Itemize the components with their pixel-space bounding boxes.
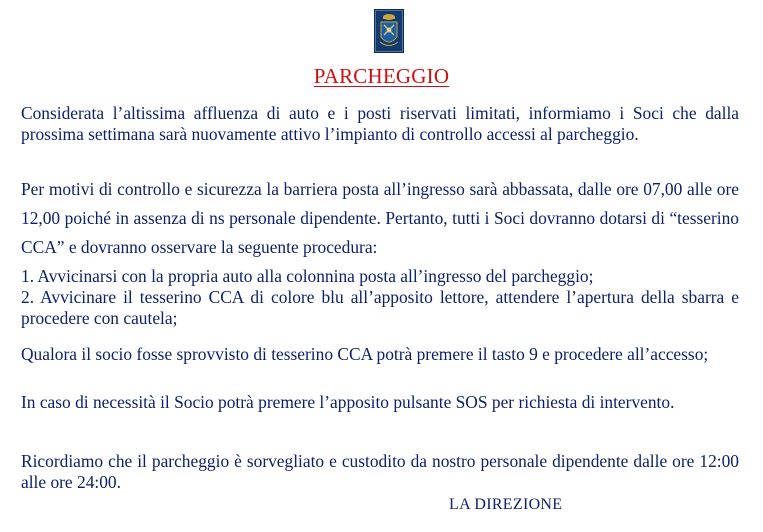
procedure-steps xyxy=(21,266,739,329)
surveillance-paragraph: Ricordiamo che il parcheggio è sorvegliato e custodito da nostro personale dipendente dalle ore 12:00 alle ore 24:00. xyxy=(21,451,739,492)
control-paragraph: Per motivi di controllo e sicurezza la barriera posta all’ingresso sarà abbassata, dalle ore 07,00 alle ore 12,00 poiché in assenza di ns personale dipendente. Pertanto, tutti i Soci dovranno dotarsi di “tesserino CCA” e dovranno osservare la seguente procedura: xyxy=(21,179,739,257)
intro-paragraph: Considerata l’altissima affluenza di auto e i posti riservati limitati, informiamo i Soci che dalla prossima settimana sarà nuovamente attivo l’impianto di controllo accessi al parcheggio. xyxy=(21,103,739,144)
page-title: PARCHEGGIO xyxy=(313,64,450,88)
procedure-step-1: 1. Avvicinarsi con la propria auto alla colonnina posta all’ingresso del parcheggio; xyxy=(21,266,594,286)
signature: LA DIREZIONE xyxy=(449,496,563,513)
no-card-paragraph: Qualora il socio fosse sprovvisto di tesserino CCA potrà premere il tasto 9 e procedere all’accesso; xyxy=(21,344,709,364)
procedure-step-2: 2. Avvicinare il tesserino CCA di colore blu all’apposito lettore, attendere l’apertura della sbarra e procedere con cautela; xyxy=(21,287,739,328)
sos-paragraph: In caso di necessità il Socio potrà premere l’apposito pulsante SOS per richiesta di intervento. xyxy=(21,392,675,412)
club-crest-emblem-icon xyxy=(374,9,404,53)
